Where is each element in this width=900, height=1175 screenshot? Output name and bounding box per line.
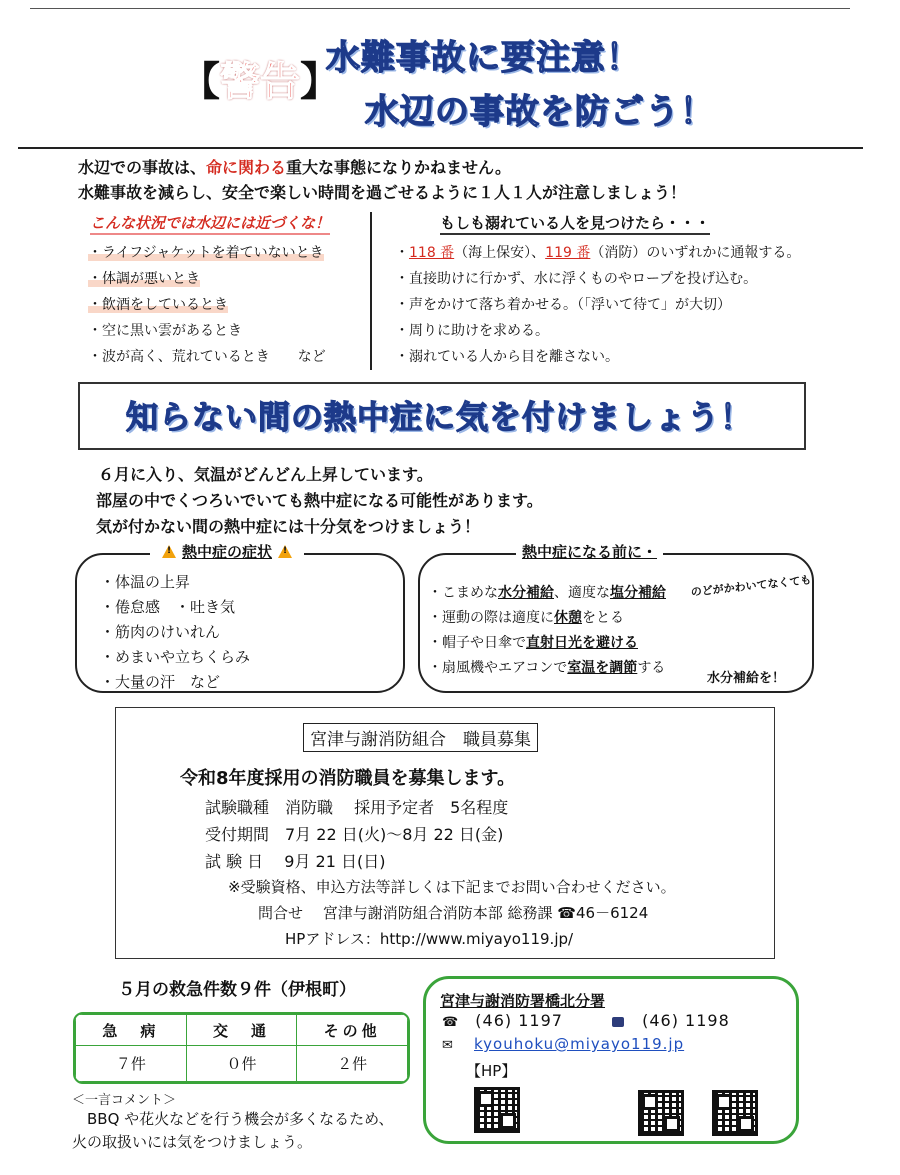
fire-dept-number: 119 番 [545,245,591,261]
email-line [442,1034,684,1053]
coast-guard-number: 118 番 [409,245,455,261]
warning-icon [278,545,292,558]
bracket-open: 【 [180,59,220,105]
recruit-headline: 令和8年度採用の消防職員を募集します。 [180,768,516,789]
recruit-line: 試 験 日 9月 21 日(日) [205,852,386,871]
intro-highlight: 命に関わる [206,158,287,177]
comment-line: BBQ や花火などを行う機会が多くなるため、 [72,1110,394,1128]
title-line-2: 水辺の事故を防ごう！ [365,92,715,132]
prevention-text: ・帽子や日傘で [428,635,526,651]
comment-line: 火の取扱いには気をつけましょう。 [72,1133,313,1151]
fax-number: (46) 1198 [642,1011,730,1030]
prevention-emphasis: 水分補給 [498,585,554,601]
phone-line [442,1011,563,1030]
prevention-emphasis: 直射日光を避ける [526,635,638,651]
prevention-text: ・運動の際は適度に [428,610,554,626]
prevention-emphasis: 休憩 [554,610,582,626]
list-item-text: （消防）のいずれかに通報する。 [590,245,801,261]
title-line-1: 水難事故に要注意！ [326,38,641,78]
list-item: ・周りに助けを求める。 [395,323,549,339]
prevention-text: する [637,660,666,676]
water-note: 水分補給を！ [707,671,786,686]
fax-icon [612,1017,624,1027]
recruit-hp[interactable]: HPアドレス：http://www.miyayo119.jp/ [285,930,574,948]
prevention-text: ・こまめな [428,585,498,601]
emergency-title: ５月の救急件数９件（伊根町） [118,980,356,1000]
table-header-cell: 交 通 [186,1015,297,1046]
list-item-text: （海上保安）、 [454,245,546,261]
side-note: のどがかわいてなくても [690,573,812,599]
symptoms-label [150,541,304,562]
table-header-cell: 急 病 [76,1015,187,1046]
heat-intro-2: 部屋の中でくつろいでいても熱中症になる可能性があります。 [96,491,543,510]
prevention-emphasis: 室温を調節 [567,660,638,676]
left-heading: こんな状況では水辺には近づくな！ [90,212,330,235]
prevention-item [428,607,624,627]
table-cell: ２件 [297,1046,408,1082]
prevention-item [428,582,666,602]
prevention-text: ・扇風機やエアコンで [428,660,568,676]
symptom-item: ・体温の上昇 [100,573,191,591]
list-item-text: ・飲酒をしているとき [88,297,228,313]
list-item: ・溺れている人から目を離さない。 [395,349,619,365]
intro-text: 重大な事態になりかねません。 [286,158,511,177]
warning-icon [162,545,176,558]
heat-intro-1: ６月に入り、気温がどんどん上昇しています。 [98,465,433,484]
heat-banner-title: 知らない間の熱中症に気を付けましょう！ [126,398,754,436]
prevention-item [428,657,665,677]
recruit-line: 受付期間 7月 22 日(火)～8月 22 日(金) [205,825,504,844]
phone-number[interactable]: (46) 1197 [475,1011,563,1030]
contact-title: 宮津与謝消防署橋北分署 [440,992,606,1010]
prevention-text: 、適度な [554,585,610,601]
header-rule [18,147,863,149]
fax-line [612,1011,730,1030]
symptom-item: ・めまいや立ちくらみ [100,648,251,666]
prevention-text: をとる [582,610,624,626]
list-item-text: ・体調が悪いとき [88,271,200,287]
recruit-contact: 問合せ 宮津与謝消防組合消防本部 総務課 ☎46－6124 [258,904,649,922]
symptom-item: ・大量の汗 など [100,673,221,691]
warning-word: 警告 [220,59,300,105]
qr-code[interactable] [712,1090,758,1136]
symptom-item: ・倦怠感 ・吐き気 [100,598,236,616]
recruit-note: ※受験資格、申込方法等詳しくは下記までお問い合わせください。 [228,878,676,896]
symptoms-label-text: 熱中症の症状 [182,543,273,561]
right-heading: もしも溺れている人を見つけたら・・・ [440,212,710,235]
symptom-item: ・筋肉のけいれん [100,623,221,641]
list-item [88,242,324,262]
top-rule [30,8,850,9]
bullet: ・ [395,245,409,261]
table-row [76,1046,408,1082]
list-item [88,346,326,366]
column-divider [370,212,372,370]
table-cell: ０件 [186,1046,297,1082]
list-item: ・直接助けに行かず、水に浮くものやロープを投げ込む。 [395,271,758,287]
heat-intro-3: 気が付かない間の熱中症には十分気をつけましょう！ [96,517,481,536]
prevention-emphasis: 塩分補給 [610,585,666,601]
list-item [88,268,200,288]
list-item: ・声をかけて落ち着かせる。（「浮いて待て」が大切） [395,297,731,313]
warning-badge [180,50,340,107]
hp-label: 【HP】 [466,1062,517,1080]
table-cell: ７件 [76,1046,187,1082]
mail-icon: ✉ [442,1038,454,1053]
table-header-row [76,1015,408,1046]
table-header-cell: その他 [297,1015,408,1046]
list-item-text: ・波が高く、荒れているとき など [88,349,326,365]
bracket-close: 】 [300,59,340,105]
recruit-title: 宮津与謝消防組合 職員募集 [303,723,538,752]
water-intro-2: 水難事故を減らし、安全で楽しい時間を過ごせるように１人１人が注意しましょう！ [78,183,687,202]
comment-heading: ＜一言コメント＞ [72,1093,177,1108]
list-item-text: ・ライフジャケットを着ていないとき [88,245,324,261]
list-item [395,242,800,262]
emergency-table [73,1012,410,1084]
list-item [88,320,242,340]
prevention-label: 熱中症になる前に・ [516,541,663,562]
water-intro-1 [78,155,511,178]
qr-code[interactable] [474,1087,520,1133]
list-item [88,294,228,314]
phone-icon: ☎ [442,1015,460,1030]
list-item-text: ・空に黒い雲があるとき [88,323,242,339]
prevention-item [428,632,638,652]
qr-code[interactable] [638,1090,684,1136]
email-link[interactable]: kyouhoku@miyayo119.jp [474,1035,685,1053]
intro-text: 水辺での事故は、 [78,158,207,177]
recruit-line: 試験職種 消防職 採用予定者 5名程度 [205,798,509,817]
